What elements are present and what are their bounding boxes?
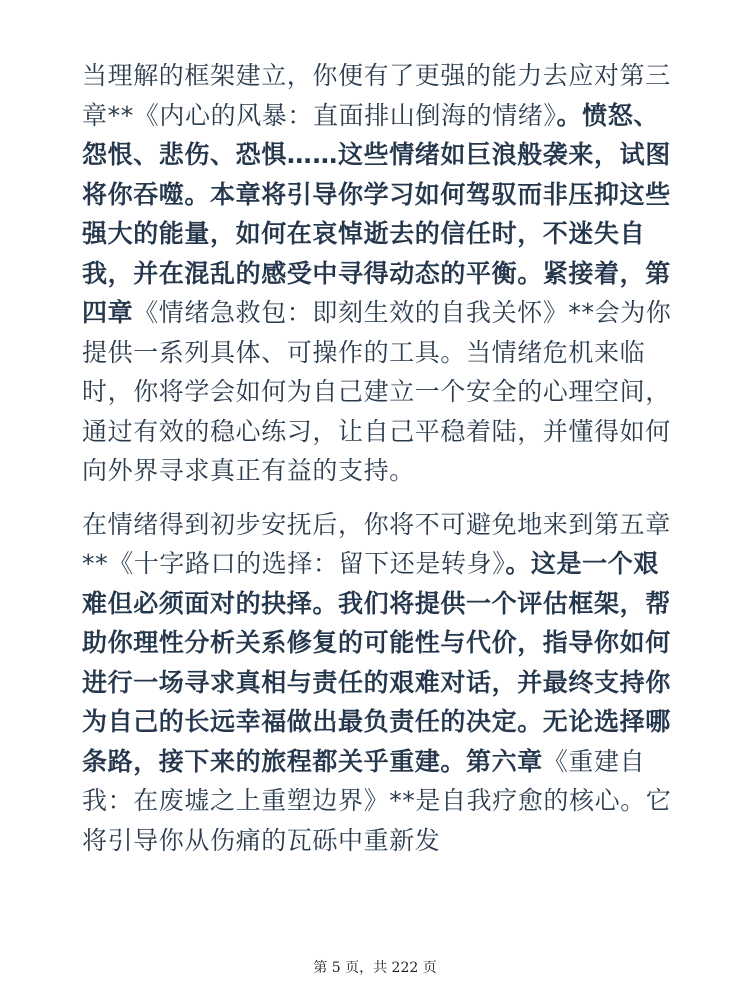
paragraph-2 <box>82 505 678 861</box>
bold-text-segment: 。愤怒、怨恨、悲伤、恐惧……这些情绪如巨浪般袭来，试图将你吞噬。本章将引导你学习如何驾驭而非压抑这些强大的能量，如何在哀悼逝去的信任时，不迷失自我，并在混乱的感受中寻得动态的平衡。紧接着，第四章 <box>82 100 671 327</box>
body-text <box>82 56 678 860</box>
text-segment: 当理解的框架建立，你便有了更强的能力去应对第三章**《内心的风暴：直面排山倒海的情绪》 <box>82 61 671 130</box>
text-segment: 在情绪得到初步安抚后，你将不可避免地来到第五章**《十字路口的选择：留下还是转身》 <box>82 509 671 578</box>
paragraph-1 <box>82 56 678 491</box>
text-segment: 《情绪急救包：即刻生效的自我关怀》**会为你提供一系列具体、可操作的工具。当情绪危机来临时，你将学会如何为自己建立一个安全的心理空间，通过有效的稳心练习，让自己平稳着陆，并懂得如何向外界寻求真正有益的支持。 <box>82 298 672 485</box>
text-segment: 《重建自我：在废墟之上重塑边界》**是自我疗愈的核心。它将引导你从伤痛的瓦砾中重新发 <box>82 746 672 855</box>
bold-text-segment: 。这是一个艰难但必须面对的抉择。我们将提供一个评估框架，帮助你理性分析关系修复的可能性与代价，指导你如何进行一场寻求真相与责任的艰难对话，并最终支持你为自己的长远幸福做出最负责任的决定。无论选择哪条路，接下来的旅程都关乎重建。第六章 <box>82 549 671 776</box>
page-number-footer: 第 5 页，共 222 页 <box>313 960 437 976</box>
